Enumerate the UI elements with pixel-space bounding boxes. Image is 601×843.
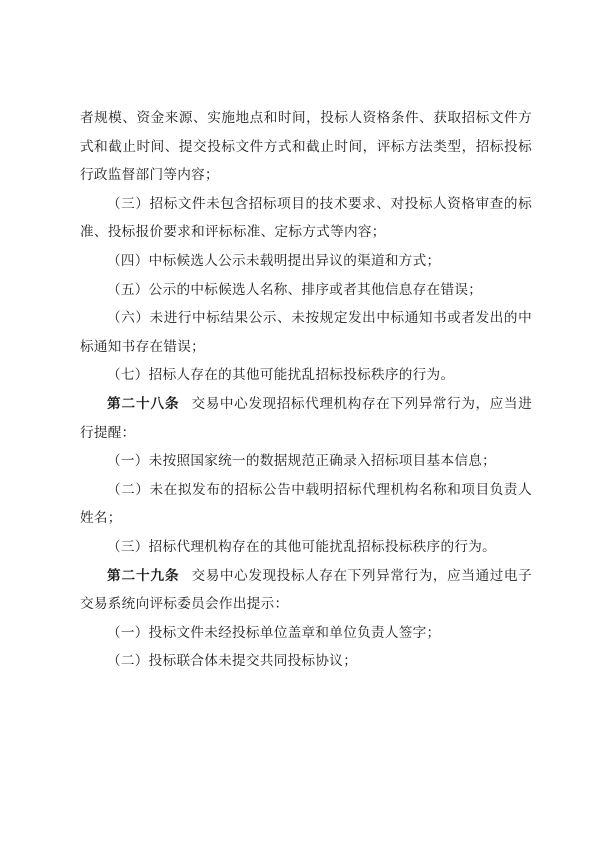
- paragraph-text: 者规模、资金来源、实施地点和时间，投标人资格条件、获取招标文件方式和截止时间、提交投标文件方式和截止时间，评标方法类型，招标投标行政监督部门等内容；: [80, 110, 532, 184]
- paragraph-text: （六）未进行中标结果公示、未按规定发出中标通知书或者发出的中标通知书存在错误；: [80, 310, 532, 355]
- paragraph: [80, 447, 532, 476]
- article-heading: 第二十九条: [107, 567, 180, 584]
- paragraph: [80, 104, 532, 190]
- article-heading: 第二十八条: [107, 395, 180, 412]
- article-paragraph: [80, 562, 532, 619]
- paragraph-text: （七）招标人存在的其他可能扰乱招标投标秩序的行为。: [107, 367, 455, 384]
- paragraph: [80, 619, 532, 648]
- paragraph-text: （一）投标文件未经投标单位盖章和单位负责人签字；: [107, 624, 441, 641]
- paragraph-text: 交易中心发现招标代理机构存在下列异常行为，应当进行提醒：: [80, 395, 533, 441]
- paragraph-text: （一）未按照国家统一的数据规范正确录入招标项目基本信息；: [107, 453, 497, 470]
- paragraph: [80, 361, 532, 390]
- paragraph: [80, 533, 532, 562]
- paragraph: [80, 476, 532, 533]
- paragraph: [80, 190, 532, 247]
- article-paragraph: [80, 390, 532, 447]
- paragraph-text: （三）招标代理机构存在的其他可能扰乱招标投标秩序的行为。: [107, 538, 497, 555]
- paragraph: [80, 276, 532, 305]
- paragraph: [80, 247, 532, 276]
- paragraph-text: （三）招标文件未包含招标项目的技术要求、对投标人资格审查的标准、投标报价要求和评标标准、定标方式等内容；: [80, 195, 532, 241]
- paragraph-text: 交易中心发现投标人存在下列异常行为，应当通过电子交易系统向评标委员会作出提示：: [80, 567, 533, 613]
- paragraph-text: （二）未在拟发布的招标公告中载明招标代理机构名称和项目负责人姓名；: [80, 481, 532, 527]
- paragraph-text: （四）中标候选人公示未载明提出异议的渠道和方式；: [107, 252, 441, 269]
- document-body: [80, 104, 532, 676]
- paragraph: [80, 304, 532, 361]
- paragraph-text: （五）公示的中标候选人名称、排序或者其他信息存在错误；: [107, 281, 483, 298]
- paragraph-text: （二）投标联合体未提交共同投标协议；: [107, 653, 358, 670]
- paragraph: [80, 647, 532, 676]
